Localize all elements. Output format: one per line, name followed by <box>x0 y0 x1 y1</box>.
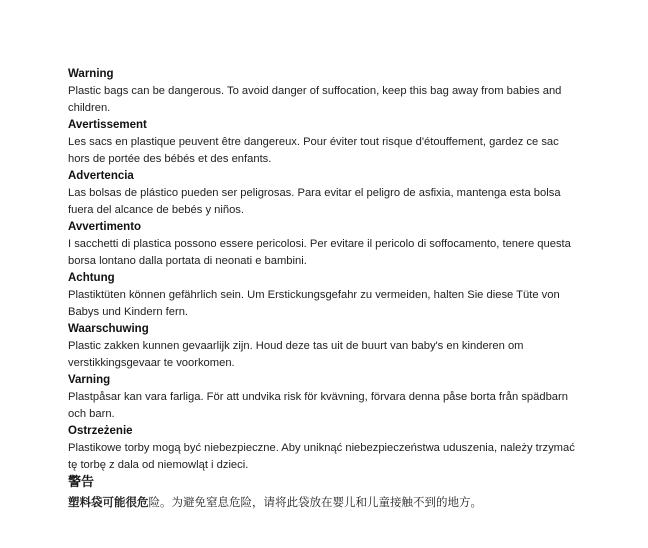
heading-varning: Varning <box>68 374 111 386</box>
text-line: I sacchetti di plastica possono essere pericolosi. Per evitare il pericolo di soffocamento, tenere questa <box>68 238 571 250</box>
section-warning-zh <box>68 474 608 513</box>
heading-achtung: Achtung <box>68 272 115 284</box>
heading-ostrzezenie: Ostrzeżenie <box>68 425 133 437</box>
text-line: Plastiktüten können gefährlich sein. Um Erstickungsgefahr zu vermeiden, halten Sie diese Tüte von <box>68 289 560 301</box>
section-ostrzezenie-pl <box>68 423 608 474</box>
text-chinese <box>68 491 608 513</box>
text-line: Les sacs en plastique peuvent être dangereux. Pour éviter tout risque d'étouffement, gardez ce sac <box>68 136 559 148</box>
section-advertencia-es <box>68 168 608 219</box>
section-warning-en <box>68 66 608 117</box>
text-line: Plastpåsar kan vara farliga. För att undvika risk för kvävning, förvara denna påse borta från spädbarn <box>68 391 568 403</box>
text-line: Babys und Kindern fern. <box>68 306 189 318</box>
section-waarschuwing-nl <box>68 321 608 372</box>
text-line: och barn. <box>68 408 115 420</box>
section-varning-sv <box>68 372 608 423</box>
text-line: Plastic bags can be dangerous. To avoid danger of suffocation, keep this bag away from babies and <box>68 85 562 97</box>
text-line: borsa lontano dalla portata di neonati e bambini. <box>68 255 307 267</box>
heading-waarschuwing: Waarschuwing <box>68 323 149 335</box>
text-line: Plastikowe torby mogą być niebezpieczne. Aby uniknąć niebezpieczeństwa uduszenia, należy trzymać <box>68 442 575 454</box>
heading-warning: Warning <box>68 68 114 80</box>
text-line: verstikkingsgevaar te voorkomen. <box>68 357 235 369</box>
text-chinese-rest: 险。为避免窒息危险，请将此袋放在婴儿和儿童接触不到的地方。 <box>148 495 482 509</box>
text-line: Plastic zakken kunnen gevaarlijk zijn. Houd deze tas uit de buurt van baby's en kinderen om <box>68 340 524 352</box>
document-page <box>68 66 608 513</box>
heading-chinese-warning: 警告 <box>68 475 95 490</box>
text-line: hors de portée des bébés et des enfants. <box>68 153 272 165</box>
text-line: fuera del alcance de bebés y niños. <box>68 204 245 216</box>
text-line: Las bolsas de plástico pueden ser peligrosas. Para evitar el peligro de asfixia, mantenga esta bolsa <box>68 187 561 199</box>
text-line: tę torbę z dala od niemowląt i dzieci. <box>68 459 249 471</box>
section-achtung-de <box>68 270 608 321</box>
heading-avertissement: Avertissement <box>68 119 147 131</box>
text-chinese-bold: 塑料袋可能很危 <box>68 495 149 509</box>
section-avvertimento-it <box>68 219 608 270</box>
heading-advertencia: Advertencia <box>68 170 134 182</box>
text-line: children. <box>68 102 111 114</box>
section-avertissement-fr <box>68 117 608 168</box>
heading-avvertimento: Avvertimento <box>68 221 142 233</box>
